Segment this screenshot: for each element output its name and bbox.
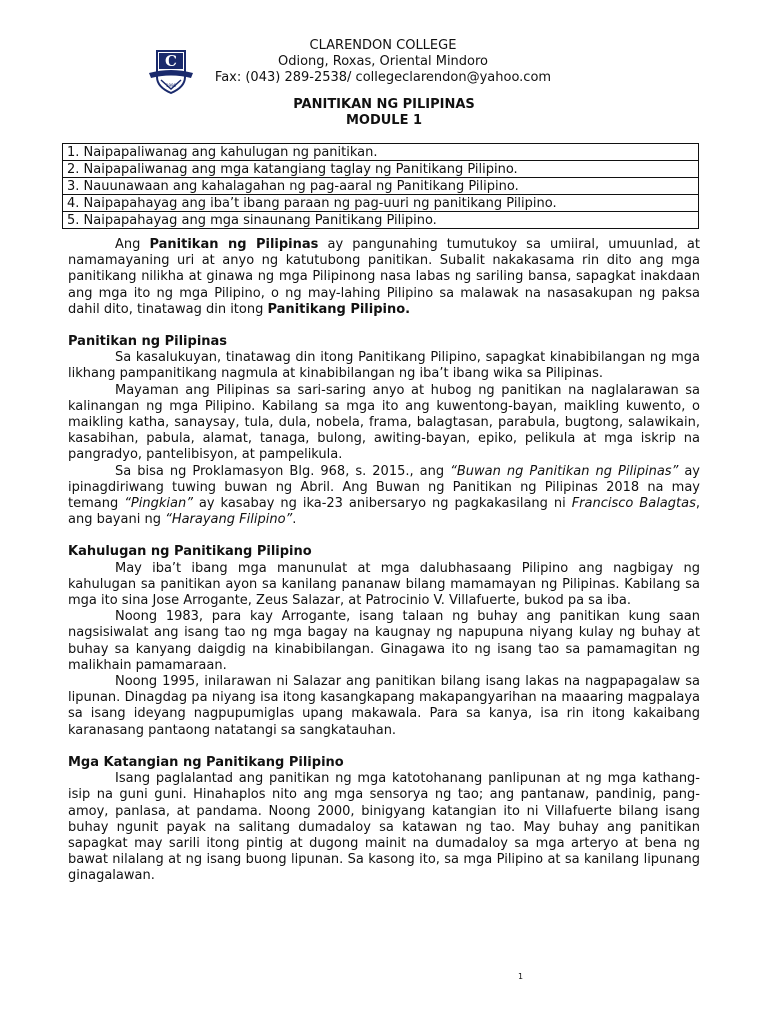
intro-bold-term: Panitikang Pilipino. — [267, 301, 411, 317]
document-title: PANITIKAN NG PILIPINAS — [293, 97, 475, 112]
logo-year: 1996 — [165, 83, 177, 88]
italic-text: “Harayang Filipino” — [165, 512, 293, 528]
objective-row — [63, 161, 699, 178]
document-body — [68, 237, 700, 885]
italic-text: “Pingkian” — [124, 496, 193, 512]
clarendon-college-logo — [147, 47, 195, 95]
paragraph-text: , ang bayani ng — [68, 496, 700, 528]
body-paragraph — [68, 464, 700, 529]
objective-row — [63, 178, 699, 195]
body-paragraph: Noong 1983, para kay Arrogante, isang talaan ng buhay ang panitikan kung saan nagsisiwalat ang isang tao ng mga bagay na kaugnay ng napupuna niyang kulay ng buhay at buhay sa kanyang daigdig na kinabibilangan. Ginagawa ito ng isang tao sa pamamagitan ng malikhain pamamaraan. — [68, 609, 700, 673]
italic-text: “Buwan ng Panitikan ng Pilipinas” — [450, 463, 679, 479]
italic-text: Francisco Balagtas — [571, 496, 696, 512]
objective-row — [63, 195, 699, 212]
objective-cell: 2. Naipapaliwanag ang mga katangiang taglay ng Panitikang Pilipino. — [63, 161, 699, 178]
objective-cell: 3. Nauunawaan ang kahalagahan ng pag-aaral ng Panitikang Pilipino. — [63, 178, 699, 195]
document-title-block — [0, 97, 768, 129]
logo-letter: C — [165, 52, 177, 70]
objectives-table — [62, 143, 699, 229]
section-heading: Panitikan ng Pilipinas — [68, 334, 228, 350]
paragraph-text: Sa bisa ng Proklamasyon Blg. 968, s. 2015., ang — [115, 463, 451, 479]
body-paragraph: Noong 1995, inilarawan ni Salazar ang panitikan bilang isang lakas na nagpapagalaw sa lipunan. Dinagdag pa niyang isa itong kasangkapang makapangyarihan na maaaring magpalaya sa isang ideyang nagpupumiglas upang makawala. Para sa kanya, isa rin itong kakaibang karanasang pantaong natatangi sa sangkatauhan. — [68, 674, 700, 738]
section-heading: Kahulugan ng Panitikang Pilipino — [68, 544, 312, 560]
module-label: MODULE 1 — [345, 113, 423, 128]
paragraph-text: . — [292, 512, 297, 528]
body-paragraph: Mayaman ang Pilipinas sa sari-saring anyo at hubog ng panitikan na naglalarawan sa kalinangan ng mga Pilipino. Kabilang sa mga ito ang kuwentong-bayan, maikling kuwento, o maikling katha, sanaysay, tula, dula, nobela, frama, balagtasan, parabula, bugtong, salawikain, kasabihan, pabula, alamat, tanaga, bulong, awiting-bayan, epiko, pelikula at mga iskrip na pangradyo, pantelibisyon, at pampelikula. — [68, 382, 700, 463]
objective-cell: 4. Naipapahayag ang iba’t ibang paraan ng pag-uuri ng panitikang Pilipino. — [63, 195, 699, 212]
body-paragraph: Isang paglalantad ang panitikan ng mga katotohanang panlipunan at ng mga kathang-isip na guni guni. Hinahaplos nito ang mga sensorya ng tao; ang pantanaw, pandinig, pang-amoy, panlasa, at pandama. Noong 2000, binigyang katangian ito ni Villafuerte bilang isang buhay ngunit payak na salitang dumadaloy sa katawan ng tao. May buhay ang panitikan sapagkat may sarili itong pintig at dugong mainit na dumadaloy sa mga arteryo at bena ng bawat nilalang at ng isang buong lipunan. Sa kasong ito, sa mga Pilipino at sa kanilang lipunang ginagalawan. — [68, 771, 700, 884]
intro-text: Ang — [115, 237, 150, 252]
paragraph-text: ay ipinagdiriwang tuwing buwan ng Abril. Ang Buwan ng Panitikan ng Pilipinas 2018 na may temang — [68, 463, 700, 512]
objective-cell: 5. Naipapahayag ang mga sinaunang Panitikang Pilipino. — [63, 212, 699, 229]
objective-cell: 1. Naipapaliwanag ang kahulugan ng panitikan. — [63, 144, 699, 161]
school-name: CLARENDON COLLEGE — [309, 38, 457, 53]
paragraph-text: ay kasabay ng ika-23 anibersaryo ng pagkakasilang ni — [192, 496, 572, 512]
intro-paragraph — [68, 237, 700, 318]
objective-row — [63, 144, 699, 161]
body-paragraph: Sa kasalukuyan, tinatawag din itong Panitikang Pilipino, sapagkat kinabibilangan ng mga likhang pampanitikang nagmula at kinabibilangan ng iba’t ibang wika sa Pilipinas. — [68, 350, 700, 382]
objective-row — [63, 212, 699, 229]
body-paragraph: May iba’t ibang mga manunulat at mga dalubhasaang Pilipino ang nagbigay ng kahulugan sa panitikan ayon sa kanilang pananaw bilang mamamayan ng Pilipinas. Kabilang sa mga ito sina Jose Arrogante, Zeus Salazar, at Patrocinio V. Villafuerte, bukod pa sa iba. — [68, 560, 700, 609]
intro-bold-term: Panitikan ng Pilipinas — [149, 237, 319, 252]
letterhead — [200, 38, 566, 86]
section-heading: Mga Katangian ng Panitikang Pilipino — [68, 754, 344, 770]
intro-text: ay pangunahing tumutukoy sa umiiral, umuunlad, at namamayaning uri at anyo ng katutubong panitikan. Subalit nakakasama rin dito ang mga panitikang nilikha at ginawa ng mga Pilipinong nasa labas ng sariling bansa, sapagkat inakdaan ang mga ito ng mga Pilipino, o ng may-lahing Pilipino sa malawak na nasasakupan ng paksa dahil dito, tinatawag din itong — [68, 237, 700, 317]
school-address: Odiong, Roxas, Oriental Mindoro — [277, 54, 489, 69]
school-contact: Fax: (043) 289-2538/ collegeclarendon@yahoo.com — [214, 70, 552, 85]
page-number: 1 — [518, 972, 524, 981]
